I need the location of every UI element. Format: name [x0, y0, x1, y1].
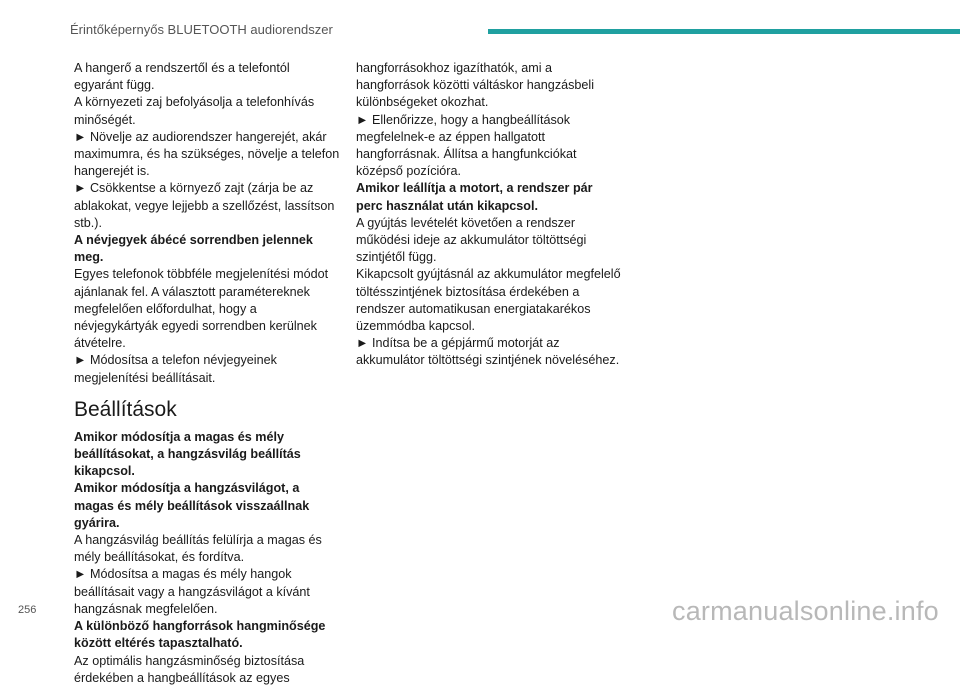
paragraph: ► Ellenőrizze, hogy a hangbeállítások megfelelnek-e az éppen hallgatott hangforrásnak. Állítsa a hangfunkciókat középső pozícióra.	[356, 112, 577, 179]
paragraph: Az optimális hangzásminőség biztosítása érdekében a hangbeállítások az egyes	[74, 653, 305, 685]
paragraph: Egyes telefonok többféle megjelenítési módot ajánlanak fel. A választott paramétereknek megfelelően előfordulhat, hogy a névjegykártyák egyedi sorrendben kerülnek átvételre.	[74, 267, 329, 351]
paragraph: Amikor leállítja a motort, a rendszer pár perc használat után kikapcsol.	[356, 181, 593, 213]
header-accent-bar	[488, 29, 960, 34]
paragraph: A hangzásvilág beállítás felülírja a magas és mély beállításokat, és fordítva.	[74, 533, 322, 565]
left-section-paragraphs	[74, 429, 340, 687]
paragraph: A környezeti zaj befolyásolja a telefonhívás minőségét.	[74, 95, 315, 127]
paragraph: A különböző hangforrások hangminősége között eltérés tapasztalható.	[74, 619, 326, 651]
right-column	[356, 60, 622, 370]
paragraph: ► Növelje az audiorendszer hangerejét, akár maximumra, és ha szükséges, növelje a telefon hangerejét is.	[74, 129, 340, 179]
paragraph: hangforrásokhoz igazíthatók, ami a hangforrások közötti váltáskor hangzásbeli különbségeket okozhat.	[356, 61, 595, 110]
paragraph: ► Módosítsa a magas és mély hangok beállításait vagy a hangzásvilágot a kívánt hangzásnak megfelelően.	[74, 567, 310, 616]
paragraph: ► Indítsa be a gépjármű motorját az akkumulátor töltöttségi szintjének növeléséhez.	[356, 336, 620, 368]
page-number: 256	[18, 604, 37, 616]
watermark-text: carmanualsonline.info	[672, 596, 939, 626]
paragraph: ► Módosítsa a telefon névjegyeinek megjelenítési beállításait.	[74, 353, 277, 385]
paragraph: A gyújtás levételét követően a rendszer működési ideje az akkumulátor töltöttségi szintjétől függ.	[356, 215, 587, 265]
paragraph: A névjegyek ábécé sorrendben jelennek meg.	[74, 233, 313, 265]
section-title: Beállítások	[74, 397, 177, 421]
paragraph: A hangerő a rendszertől és a telefontól egyaránt függ.	[74, 61, 290, 93]
paragraph: Amikor módosítja a magas és mély beállításokat, a hangzásvilág beállítás kikapcsol.	[74, 429, 301, 479]
page-header-title: Érintőképernyős BLUETOOTH audiorendszer	[70, 22, 333, 37]
paragraph: ► Csökkentse a környező zajt (zárja be az ablakokat, vegye lejjebb a szellőzést, lassítson stb.).	[74, 181, 335, 230]
left-column	[74, 60, 340, 687]
paragraph: Kikapcsolt gyújtásnál az akkumulátor megfelelő töltésszintjének biztosítása érdekében a rendszer automatikusan energiatakarékos üzemmódba kapcsol.	[356, 267, 621, 334]
right-paragraphs	[356, 60, 622, 370]
left-top-paragraphs	[74, 60, 340, 387]
paragraph: Amikor módosítja a hangzásvilágot, a magas és mély beállítások visszaállnak gyárira.	[74, 481, 310, 530]
